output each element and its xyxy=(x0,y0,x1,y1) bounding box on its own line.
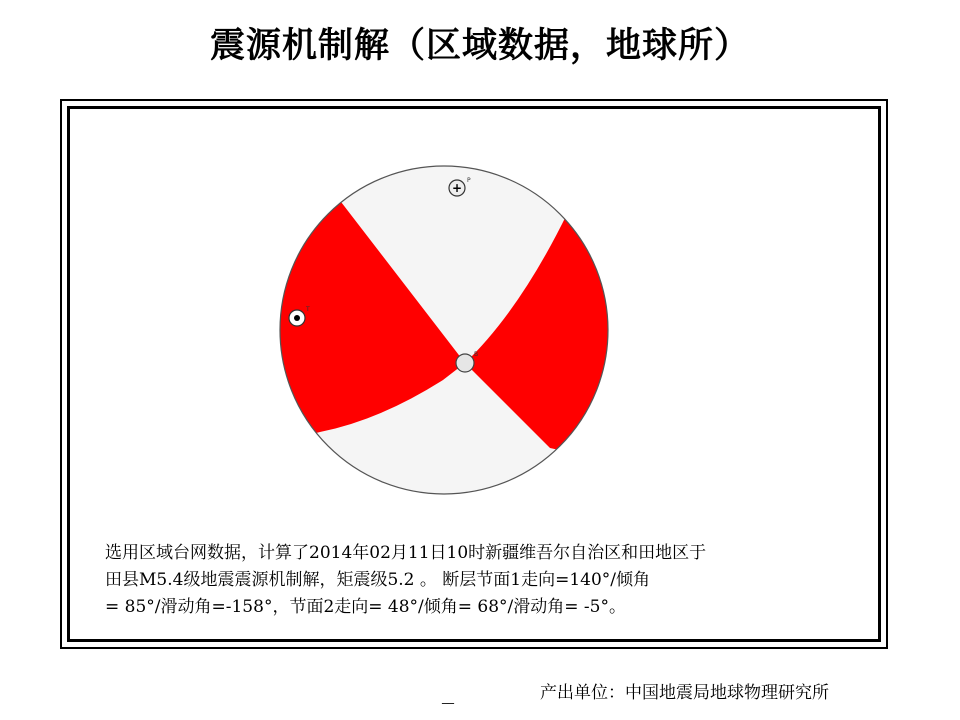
description-line-3: = 85°/滑动角=-158°，节面2走向= 48°/倾角= 68°/滑动角= -5°。 xyxy=(105,597,626,617)
producer-footer: 产出单位：中国地震局地球物理研究所 xyxy=(540,683,829,703)
mechanism-description xyxy=(105,540,845,621)
page-mark: __ xyxy=(442,690,454,704)
t-axis-label: T xyxy=(306,306,310,313)
p-axis-label: P xyxy=(467,177,471,184)
description-line-2: 田县M5.4级地震震源机制解，矩震级5.2 。 断层节面1走向=140°/倾角 xyxy=(105,570,651,590)
page-title: 震源机制解（区域数据，地球所） xyxy=(209,26,750,66)
description-line-1: 选用区域台网数据，计算了2014年02月11日10时新疆维吾尔自治区和田地区于 xyxy=(105,543,707,563)
svg-text:B: B xyxy=(474,351,479,358)
svg-text:+: + xyxy=(451,181,463,195)
